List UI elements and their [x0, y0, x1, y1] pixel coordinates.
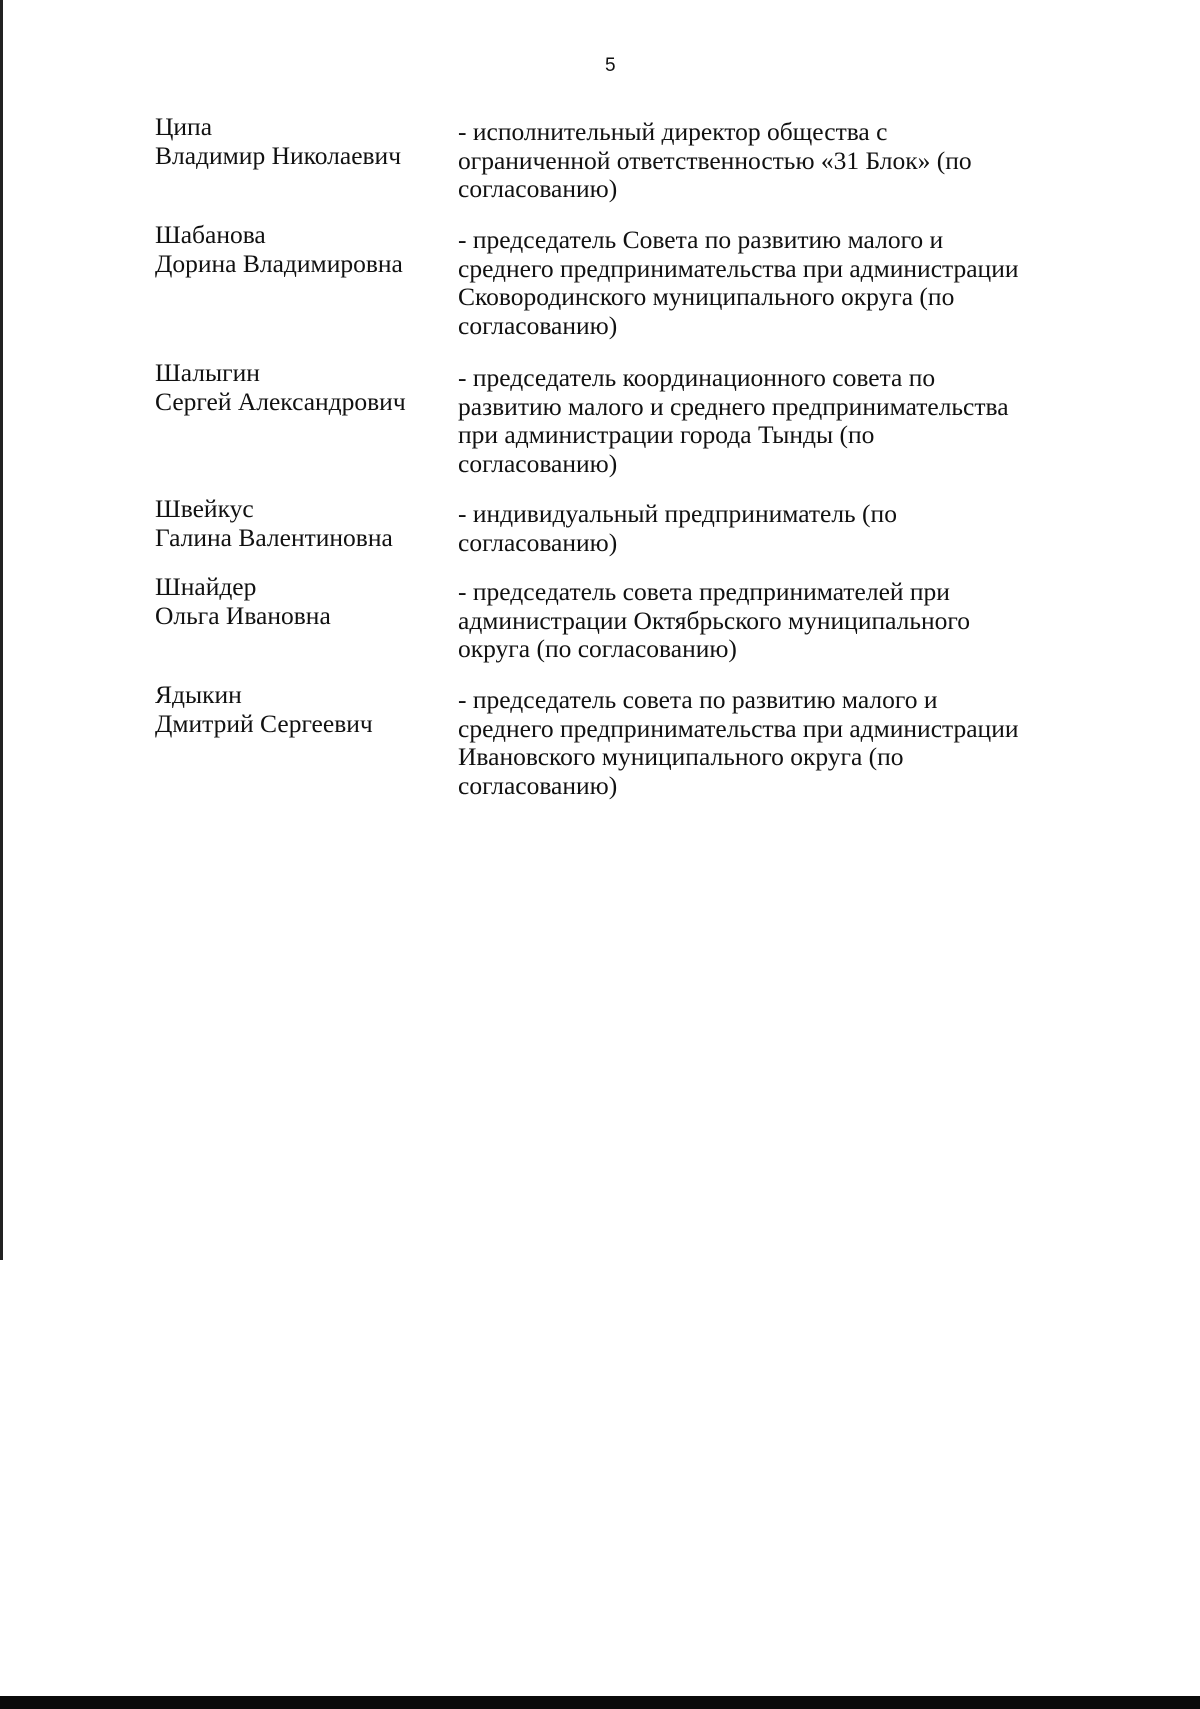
member-given-names: Ольга Ивановна — [155, 600, 331, 630]
position-line: - индивидуальный предприниматель (по — [458, 499, 897, 528]
member-name — [155, 221, 445, 278]
page-number: 5 — [605, 55, 616, 76]
position-line: согласованию) — [458, 448, 618, 478]
member-given-names: Дорина Владимировна — [155, 248, 403, 278]
position-line: Ивановского муниципального округа (по — [458, 742, 904, 771]
position-line: Сковородинского муниципального округа (по — [458, 282, 955, 311]
position-line: согласованию) — [458, 527, 618, 557]
member-name — [155, 113, 445, 170]
position-line: ограниченной ответственностью «31 Блок» (по — [458, 145, 972, 175]
member-name — [155, 573, 445, 630]
member-surname: Швейкус — [155, 494, 254, 523]
member-given-names: Галина Валентиновна — [155, 522, 393, 552]
member-position — [458, 500, 1098, 557]
member-name — [155, 495, 445, 552]
position-line: - председатель Совета по развитию малого и — [458, 225, 944, 254]
member-surname: Ципа — [155, 112, 213, 141]
member-surname: Шабанова — [155, 220, 266, 249]
position-line: согласованию) — [458, 310, 618, 340]
member-position — [458, 578, 1098, 664]
position-line: - председатель совета по развитию малого и — [458, 685, 938, 714]
position-line: развитию малого и среднего предпринимательства — [458, 391, 1009, 421]
member-surname: Шалыгин — [155, 358, 260, 387]
position-line: администрации Октябрьского муниципального — [458, 605, 970, 635]
position-line: при администрации города Тынды (по — [458, 420, 875, 449]
scan-edge-left — [0, 0, 3, 1260]
position-line: согласованию) — [458, 174, 618, 203]
member-surname: Ядыкин — [155, 680, 242, 709]
scan-edge-bottom — [0, 1696, 1200, 1709]
member-given-names: Владимир Николаевич — [155, 140, 402, 170]
member-name — [155, 359, 445, 416]
member-name — [155, 681, 445, 738]
member-position — [458, 686, 1098, 800]
position-line: округа (по согласованию) — [458, 634, 737, 663]
position-line: - председатель координационного совета по — [458, 363, 936, 392]
member-surname: Шнайдер — [155, 572, 257, 601]
position-line: согласованию) — [458, 770, 618, 800]
member-position — [458, 226, 1098, 340]
member-given-names: Дмитрий Сергеевич — [155, 708, 373, 738]
position-line: среднего предпринимательства при администрации — [458, 253, 1019, 283]
position-line: - исполнительный директор общества с — [458, 117, 888, 146]
position-line: среднего предпринимательства при администрации — [458, 713, 1019, 743]
member-position — [458, 364, 1098, 478]
member-position — [458, 118, 1098, 204]
position-line: - председатель совета предпринимателей при — [458, 577, 950, 606]
member-given-names: Сергей Александрович — [155, 386, 406, 416]
